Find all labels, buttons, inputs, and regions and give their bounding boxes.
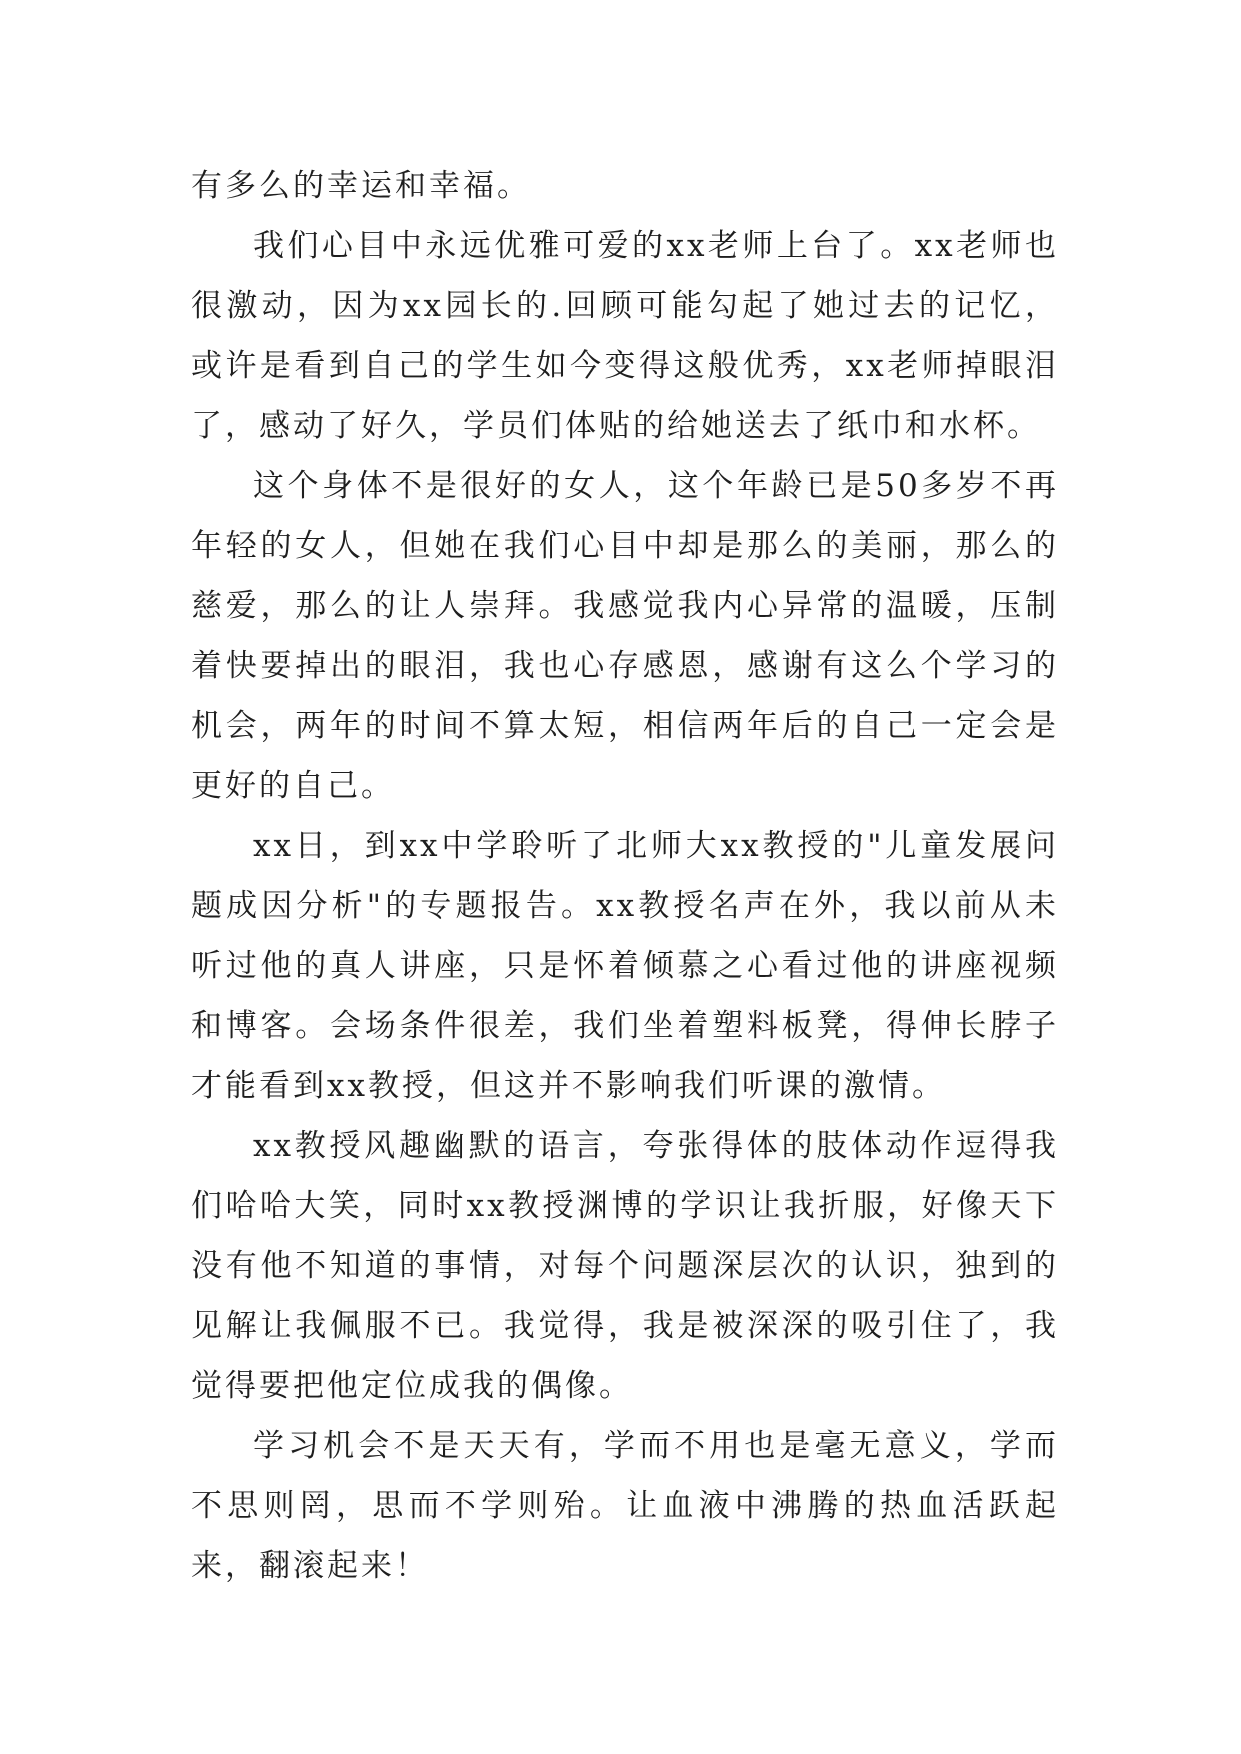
paragraph-teacher-on-stage: 我们心目中永远优雅可爱的xx老师上台了。xx老师也很激动，因为xx园长的.回顾可能勾起了她过去的记忆，或许是看到自己的学生如今变得这般优秀，xx老师掉眼泪了，感动了好久，学员们体贴的给她送去了纸巾和水杯。	[191, 228, 1059, 444]
paragraph-conclusion: 学习机会不是天天有，学而不用也是毫无意义，学而不思则罔，思而不学则殆。让血液中沸腾的热血活跃起来，翻滚起来！	[191, 1428, 1059, 1584]
paragraph-teacher-description: 这个身体不是很好的女人，这个年龄已是50多岁不再年轻的女人，但她在我们心目中却是那么的美丽，那么的慈爱，那么的让人崇拜。我感觉我内心异常的温暖，压制着快要掉出的眼泪，我也心存感恩，感谢有这么个学习的机会，两年的时间不算太短，相信两年后的自己一定会是更好的自己。	[191, 468, 1059, 804]
paragraph-lecture-report: xx日，到xx中学聆听了北师大xx教授的"儿童发展问题成因分析"的专题报告。xx教授名声在外，我以前从未听过他的真人讲座，只是怀着倾慕之心看过他的讲座视频和博客。会场条件很差，我们坐着塑料板凳，得伸长脖子才能看到xx教授，但这并不影响我们听课的激情。	[191, 828, 1059, 1104]
document-body	[191, 156, 1059, 1596]
paragraph-professor-impression: xx教授风趣幽默的语言，夸张得体的肢体动作逗得我们哈哈大笑，同时xx教授渊博的学识让我折服，好像天下没有他不知道的事情，对每个问题深层次的认识，独到的见解让我佩服不已。我觉得，我是被深深的吸引住了，我觉得要把他定位成我的偶像。	[191, 1128, 1059, 1404]
paragraph-continuation: 有多么的幸运和幸福。	[191, 168, 531, 204]
